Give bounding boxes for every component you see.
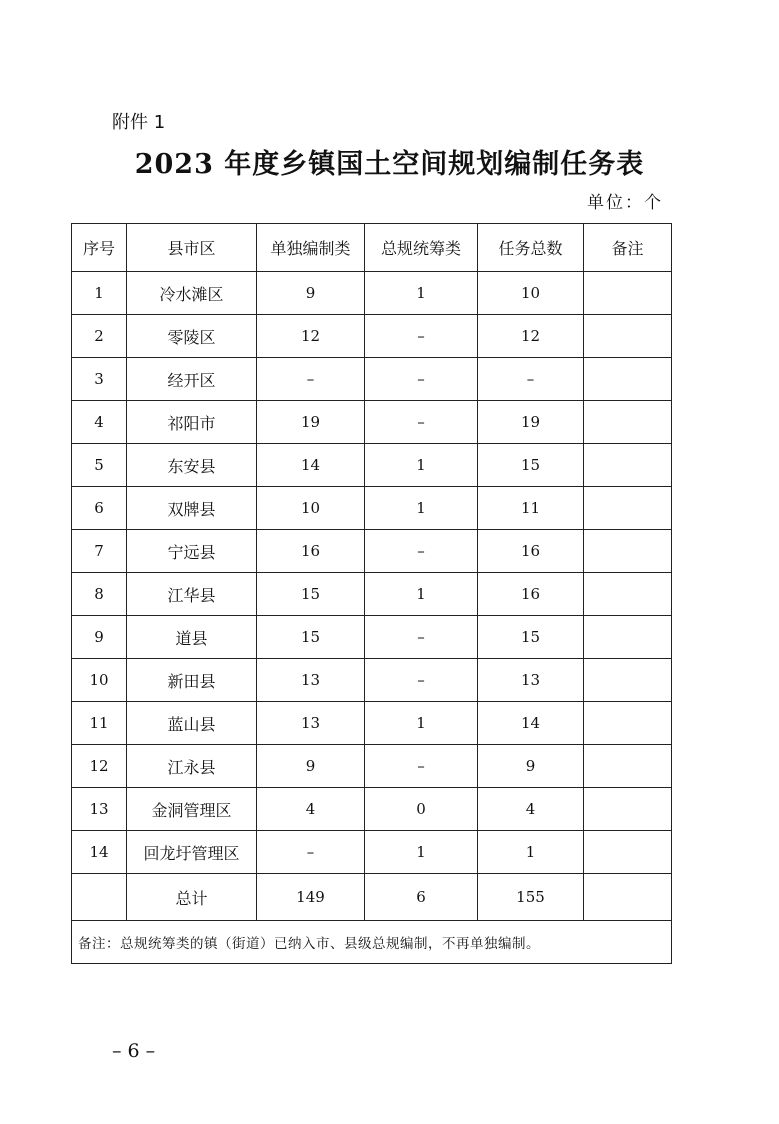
row-remarks — [584, 616, 672, 659]
total-index — [72, 874, 127, 921]
row-standalone: 14 — [257, 444, 365, 487]
row-index: 4 — [72, 401, 127, 444]
total-tasks: 155 — [478, 874, 584, 921]
row-index: 9 — [72, 616, 127, 659]
row-county: 冷水滩区 — [127, 272, 257, 315]
row-standalone: – — [257, 831, 365, 874]
table-row — [72, 401, 672, 444]
row-standalone: 4 — [257, 788, 365, 831]
row-county: 蓝山县 — [127, 702, 257, 745]
row-remarks — [584, 530, 672, 573]
total-row — [72, 874, 672, 921]
row-county: 回龙圩管理区 — [127, 831, 257, 874]
row-standalone: 10 — [257, 487, 365, 530]
row-county: 江永县 — [127, 745, 257, 788]
header-standalone: 单独编制类 — [257, 224, 365, 272]
row-remarks — [584, 573, 672, 616]
row-index: 2 — [72, 315, 127, 358]
table-row — [72, 659, 672, 702]
total-overall: 6 — [365, 874, 478, 921]
row-remarks — [584, 659, 672, 702]
table-row — [72, 487, 672, 530]
row-remarks — [584, 401, 672, 444]
row-standalone: 9 — [257, 745, 365, 788]
unit-label: 单位：个 — [587, 193, 663, 213]
row-standalone: 19 — [257, 401, 365, 444]
row-total-tasks: 16 — [478, 573, 584, 616]
row-standalone: 13 — [257, 659, 365, 702]
header-overall: 总规统筹类 — [365, 224, 478, 272]
row-total-tasks: 12 — [478, 315, 584, 358]
row-remarks — [584, 788, 672, 831]
row-overall: 0 — [365, 788, 478, 831]
page-number: – 6 – — [112, 1040, 156, 1062]
row-overall: 1 — [365, 573, 478, 616]
table-footnote: 备注：总规统筹类的镇（街道）已纳入市、县级总规编制，不再单独编制。 — [72, 921, 672, 964]
row-total-tasks: – — [478, 358, 584, 401]
row-remarks — [584, 358, 672, 401]
row-county: 道县 — [127, 616, 257, 659]
row-overall: 1 — [365, 702, 478, 745]
row-overall: – — [365, 745, 478, 788]
header-county: 县市区 — [127, 224, 257, 272]
attachment-label: 附件 1 — [112, 112, 166, 133]
row-overall: – — [365, 659, 478, 702]
row-total-tasks: 13 — [478, 659, 584, 702]
document-title: 2023 年度乡镇国土空间规划编制任务表 — [134, 149, 645, 180]
row-county: 江华县 — [127, 573, 257, 616]
table-row — [72, 530, 672, 573]
row-index: 11 — [72, 702, 127, 745]
row-overall: 1 — [365, 487, 478, 530]
row-standalone: 16 — [257, 530, 365, 573]
row-remarks — [584, 745, 672, 788]
row-remarks — [584, 487, 672, 530]
row-index: 6 — [72, 487, 127, 530]
row-overall: – — [365, 315, 478, 358]
header-total-tasks: 任务总数 — [478, 224, 584, 272]
table-row — [72, 616, 672, 659]
row-overall: – — [365, 358, 478, 401]
total-standalone: 149 — [257, 874, 365, 921]
table-row — [72, 444, 672, 487]
row-remarks — [584, 315, 672, 358]
row-overall: – — [365, 401, 478, 444]
row-total-tasks: 1 — [478, 831, 584, 874]
row-index: 5 — [72, 444, 127, 487]
row-overall: 1 — [365, 831, 478, 874]
table-header-row — [72, 224, 672, 272]
header-remarks: 备注 — [584, 224, 672, 272]
row-total-tasks: 16 — [478, 530, 584, 573]
total-remarks — [584, 874, 672, 921]
row-total-tasks: 4 — [478, 788, 584, 831]
row-index: 12 — [72, 745, 127, 788]
row-total-tasks: 15 — [478, 616, 584, 659]
row-index: 10 — [72, 659, 127, 702]
row-index: 8 — [72, 573, 127, 616]
table-row — [72, 315, 672, 358]
table-row — [72, 702, 672, 745]
row-county: 双牌县 — [127, 487, 257, 530]
row-standalone: 9 — [257, 272, 365, 315]
row-county: 零陵区 — [127, 315, 257, 358]
row-index: 1 — [72, 272, 127, 315]
row-index: 3 — [72, 358, 127, 401]
row-index: 7 — [72, 530, 127, 573]
header-index: 序号 — [72, 224, 127, 272]
row-total-tasks: 9 — [478, 745, 584, 788]
row-standalone: 15 — [257, 573, 365, 616]
row-total-tasks: 10 — [478, 272, 584, 315]
table-row — [72, 272, 672, 315]
row-standalone: 12 — [257, 315, 365, 358]
row-county: 宁远县 — [127, 530, 257, 573]
row-county: 经开区 — [127, 358, 257, 401]
row-index: 14 — [72, 831, 127, 874]
row-total-tasks: 14 — [478, 702, 584, 745]
total-label: 总计 — [127, 874, 257, 921]
row-overall: – — [365, 616, 478, 659]
row-overall: 1 — [365, 444, 478, 487]
row-county: 金洞管理区 — [127, 788, 257, 831]
row-county: 祁阳市 — [127, 401, 257, 444]
row-remarks — [584, 444, 672, 487]
table-row — [72, 745, 672, 788]
row-standalone: 15 — [257, 616, 365, 659]
row-standalone: 13 — [257, 702, 365, 745]
row-total-tasks: 19 — [478, 401, 584, 444]
table-row — [72, 358, 672, 401]
row-county: 东安县 — [127, 444, 257, 487]
table-row — [72, 573, 672, 616]
row-standalone: – — [257, 358, 365, 401]
footnote-row — [72, 921, 672, 964]
row-remarks — [584, 272, 672, 315]
table-row — [72, 831, 672, 874]
row-total-tasks: 15 — [478, 444, 584, 487]
task-table — [71, 223, 672, 964]
row-index: 13 — [72, 788, 127, 831]
row-total-tasks: 11 — [478, 487, 584, 530]
row-remarks — [584, 831, 672, 874]
row-overall: 1 — [365, 272, 478, 315]
row-overall: – — [365, 530, 478, 573]
row-remarks — [584, 702, 672, 745]
row-county: 新田县 — [127, 659, 257, 702]
table-row — [72, 788, 672, 831]
